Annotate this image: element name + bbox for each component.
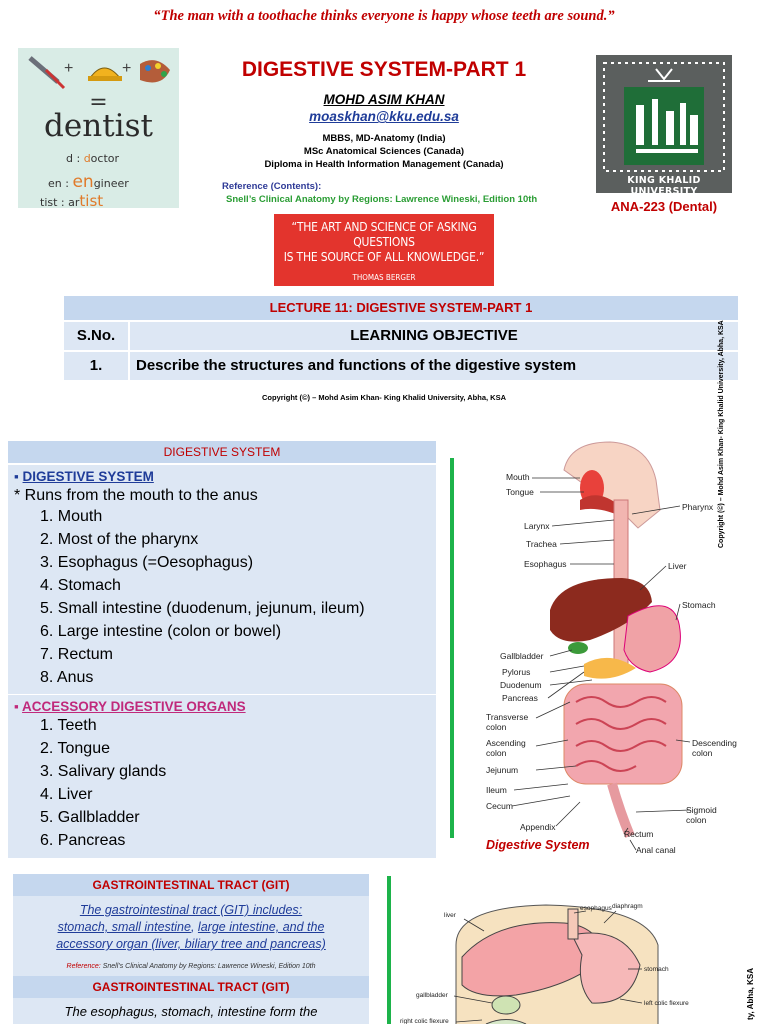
credential-line: MSc Anatomical Sciences (Canada) — [303, 146, 465, 157]
panel-header: GASTROINTESTINAL TRACT (GIT) — [13, 874, 369, 896]
label-ascending-colon: colon — [486, 748, 507, 758]
list-item: 6. Large intestine (colon or bowel) — [40, 623, 282, 640]
reference-text: Snell’s Clinical Anatomy by Regions: Lawrence Wineski, Edition 10th — [226, 194, 538, 205]
label-transverse: Transverse — [486, 712, 529, 722]
label-pancreas: Pancreas — [502, 693, 538, 703]
label-duodenum: Duodenum — [500, 680, 542, 690]
list-item: 4. Liver — [40, 786, 93, 803]
credential-line: MBBS, MD-Anatomy (India) — [322, 133, 446, 144]
digestive-system-panel — [8, 441, 436, 860]
dentist-line-artist: tist : artist — [40, 192, 104, 208]
label-rectum: Rectum — [624, 829, 654, 839]
label-liver: liver — [444, 912, 456, 919]
lecture-title: LECTURE 11: DIGESTIVE SYSTEM-PART 1 — [64, 296, 738, 320]
label-sigmoid: Sigmoid — [686, 805, 717, 815]
accessory-organs-section — [8, 695, 436, 858]
divider-line — [387, 876, 391, 1024]
label-right-colic-flexure: right colic flexure — [400, 1018, 449, 1024]
objectives-table — [64, 322, 738, 382]
copyright: Copyright (©) – Mohd Asim Khan- King Khalid University, Abha, KSA — [261, 393, 506, 402]
label-appendix: Appendix — [520, 822, 556, 832]
git-panel — [13, 874, 369, 1024]
list-item: 8. Anus — [40, 669, 94, 686]
label-stomach: Stomach — [682, 600, 716, 610]
digestive-system-diagram — [480, 440, 746, 860]
author-email[interactable]: moaskhan@kku.edu.sa — [309, 109, 459, 124]
table-cell: 1. — [64, 352, 128, 380]
dentist-line-doctor: d : doctor — [66, 152, 120, 165]
label-pylorus: Pylorus — [502, 667, 531, 677]
side-copyright: ty, Abha, KSA — [746, 967, 755, 1020]
label-trachea: Trachea — [526, 539, 557, 549]
list-item: 2. Tongue — [40, 740, 110, 757]
list-item: 1. Mouth — [40, 508, 103, 525]
list-item: 2. Most of the pharynx — [40, 531, 199, 548]
section-intro: * Runs from the mouth to the anus — [14, 487, 258, 504]
label-gallbladder: Gallbladder — [500, 651, 544, 661]
course-code: ANA-223 (Dental) — [610, 199, 718, 214]
equals-sign: = — [89, 90, 108, 115]
list-item: 3. Salivary glands — [40, 763, 167, 780]
list-item: 6. Pancreas — [40, 832, 126, 849]
abdomen-diagram — [396, 895, 742, 1024]
list-item: 4. Stomach — [40, 577, 121, 594]
column-header: LEARNING OBJECTIVE — [130, 322, 738, 350]
section-title: ▪ DIGESTIVE SYSTEM — [14, 469, 154, 484]
column-header: S.No. — [64, 322, 128, 350]
label-stomach: stomach — [644, 966, 669, 973]
dentist-line-engineer: en : engineer — [48, 172, 129, 192]
label-esophagus: Esophagus — [524, 559, 567, 569]
table-cell: Describe the structures and functions of the digestive system — [130, 352, 738, 380]
git-text: The esophagus, stomach, intestine form the — [64, 1004, 318, 1019]
plus-sign: + — [122, 60, 132, 77]
logo-text: KING KHALID UNIVERSITY — [627, 175, 701, 197]
label-esophagus: esophagus — [580, 905, 612, 912]
label-descending: Descending — [692, 738, 737, 748]
university-logo — [596, 55, 732, 197]
divider-line — [450, 458, 454, 838]
label-liver: Liver — [668, 561, 687, 571]
label-descending-colon: colon — [692, 748, 713, 758]
page-title: DIGESTIVE SYSTEM-PART 1 — [241, 58, 527, 81]
list-item: 1. Teeth — [40, 717, 97, 734]
list-item: 3. Esophagus (=Oesophagus) — [40, 554, 254, 571]
list-item: 7. Rectum — [40, 646, 113, 663]
list-item: 5. Small intestine (duodenum, jejunum, ileum) — [40, 600, 365, 617]
top-quote: “The man with a toothache thinks everyone is happy whose teeth are sound.” — [153, 8, 615, 24]
label-ascending: Ascending — [486, 738, 526, 748]
table-header-row — [64, 322, 738, 350]
section-title: ▪ ACCESSORY DIGESTIVE ORGANS — [14, 699, 246, 714]
label-jejunum: Jejunum — [486, 765, 519, 775]
author-name: MOHD ASIM KHAN — [323, 92, 445, 107]
label-left-colic-flexure: left colic flexure — [644, 1000, 689, 1007]
dentist-word: dentist — [44, 108, 153, 144]
diagram-caption: Digestive System — [486, 838, 590, 852]
panel-header: GASTROINTESTINAL TRACT (GIT) — [13, 976, 369, 998]
label-diaphragm: diaphragm — [612, 903, 643, 910]
git-description: The gastrointestinal tract (GIT) includes: stomach, small intestine, large intestine, and the accessory organ (liver, biliary tree and pancreas) — [56, 903, 326, 951]
label-tongue: Tongue — [506, 487, 534, 497]
label-sigmoid-colon: colon — [686, 815, 707, 825]
reference-heading: Reference (Contents): — [222, 181, 322, 192]
label-larynx: Larynx — [524, 521, 550, 531]
label-pharynx: Pharynx — [682, 502, 714, 512]
git-reference: Reference: Snell’s Clinical Anatomy by Regions: Lawrence Wineski, Edition 10th — [66, 963, 316, 970]
label-cecum: Cecum — [486, 801, 513, 811]
knowledge-quote: “THE ART AND SCIENCE OF ASKING QUESTIONS IS THE SOURCE OF ALL KNOWLEDGE.” THOMAS BERGER — [274, 214, 494, 286]
side-copyright: Copyright (©) – Mohd Asim Khan- King Khalid University, Abha, KSA — [718, 320, 725, 548]
university-emblem-icon — [596, 55, 732, 193]
plus-sign: + — [64, 60, 74, 77]
list-item: 5. Gallbladder — [40, 809, 140, 826]
label-anal-canal: Anal canal — [636, 845, 676, 855]
digestive-system-section — [8, 465, 436, 695]
label-gallbladder: gallbladder — [416, 992, 448, 999]
credential-line: Diploma in Health Information Management (Canada) — [264, 159, 504, 170]
label-mouth: Mouth — [506, 472, 530, 482]
panel-header: DIGESTIVE SYSTEM — [8, 441, 436, 463]
label-ileum: Ileum — [486, 785, 507, 795]
label-transverse-colon: colon — [486, 722, 507, 732]
table-row — [64, 352, 738, 380]
